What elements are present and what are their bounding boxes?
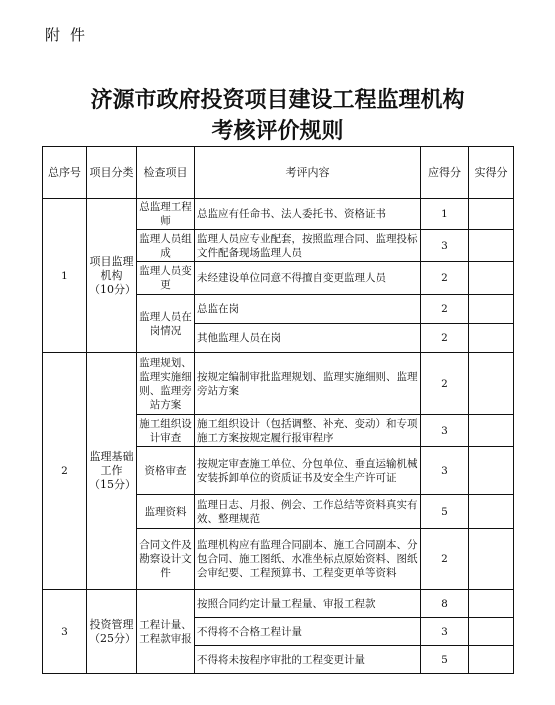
- header-serial: 总序号: [43, 147, 87, 199]
- check-item-cell: 合同文件及勘察设计文件: [137, 529, 195, 590]
- content-cell: 施工组织设计（包括调整、补充、变动）和专项施工方案按规定履行报审程序: [195, 415, 421, 447]
- actual-score-cell: [469, 590, 514, 618]
- actual-score-cell: [469, 353, 514, 415]
- check-item-cell: 监理规划、监理实施细则、监理旁站方案: [137, 353, 195, 415]
- table-header-row: [43, 147, 514, 199]
- content-cell: 监理人员应专业配套，按照监理合同、监理投标文件配备现场监理人员: [195, 230, 421, 262]
- score-cell: 2: [421, 353, 469, 415]
- header-actual-score: 实得分: [469, 147, 514, 199]
- content-cell: 不得将不合格工程计量: [195, 618, 421, 646]
- actual-score-cell: [469, 646, 514, 674]
- score-cell: 3: [421, 230, 469, 262]
- content-cell: 按照合同约定计量工程量、审报工程款: [195, 590, 421, 618]
- attachment-label: 附件: [45, 26, 96, 44]
- content-cell: 总监在岗: [195, 295, 421, 324]
- score-cell: 2: [421, 324, 469, 353]
- serial-cell: 2: [43, 353, 87, 590]
- score-cell: 5: [421, 495, 469, 529]
- category-cell: 监理基础工作（15分）: [87, 353, 137, 590]
- score-cell: 8: [421, 590, 469, 618]
- table-row: [43, 199, 514, 230]
- actual-score-cell: [469, 495, 514, 529]
- category-cell: 项目监理机构（10分）: [87, 199, 137, 353]
- content-cell: 监理机构应有监理合同副本、施工合同副本、分包合同、施工图纸、水准坐标点原始资料、图纸会审纪要、工程预算书、工程变更单等资料: [195, 529, 421, 590]
- header-score: 应得分: [421, 147, 469, 199]
- score-cell: 2: [421, 529, 469, 590]
- actual-score-cell: [469, 199, 514, 230]
- score-cell: 3: [421, 447, 469, 495]
- serial-cell: 1: [43, 199, 87, 353]
- content-cell: 其他监理人员在岗: [195, 324, 421, 353]
- content-cell: 按规定编制审批监理规划、监理实施细则、监理旁站方案: [195, 353, 421, 415]
- score-cell: 2: [421, 262, 469, 295]
- score-cell: 5: [421, 646, 469, 674]
- table-row: [43, 590, 514, 618]
- header-category: 项目分类: [87, 147, 137, 199]
- content-cell: 监理日志、月报、例会、工作总结等资料真实有效、整理规范: [195, 495, 421, 529]
- content-cell: 总监应有任命书、法人委托书、资格证书: [195, 199, 421, 230]
- actual-score-cell: [469, 618, 514, 646]
- check-item-cell: 监理资料: [137, 495, 195, 529]
- check-item-cell: 监理人员变更: [137, 262, 195, 295]
- actual-score-cell: [469, 529, 514, 590]
- check-item-cell: 总监理工程师: [137, 199, 195, 230]
- check-item-cell: 施工组织设计审查: [137, 415, 195, 447]
- check-item-cell: 资格审查: [137, 447, 195, 495]
- content-cell: 未经建设单位同意不得擅自变更监理人员: [195, 262, 421, 295]
- evaluation-table: [42, 146, 514, 674]
- document-subtitle: 考核评价规则: [211, 118, 344, 144]
- score-cell: 1: [421, 199, 469, 230]
- check-item-cell: 监理人员组成: [137, 230, 195, 262]
- check-item-cell: 工程计量、工程款审报: [137, 590, 195, 674]
- check-item-cell: 监理人员在岗情况: [137, 295, 195, 353]
- document-title: 济源市政府投资项目建设工程监理机构: [90, 87, 465, 113]
- content-cell: 不得将未按程序审批的工程变更计量: [195, 646, 421, 674]
- score-cell: 3: [421, 618, 469, 646]
- header-content: 考评内容: [195, 147, 421, 199]
- serial-cell: 3: [43, 590, 87, 674]
- score-cell: 2: [421, 295, 469, 324]
- content-cell: 按规定审查施工单位、分包单位、垂直运输机械安装拆卸单位的资质证书及安全生产许可证: [195, 447, 421, 495]
- actual-score-cell: [469, 295, 514, 324]
- header-check-item: 检查项目: [137, 147, 195, 199]
- actual-score-cell: [469, 324, 514, 353]
- actual-score-cell: [469, 230, 514, 262]
- actual-score-cell: [469, 415, 514, 447]
- category-cell: 投资管理（25分）: [87, 590, 137, 674]
- score-cell: 3: [421, 415, 469, 447]
- table-row: [43, 353, 514, 415]
- actual-score-cell: [469, 447, 514, 495]
- actual-score-cell: [469, 262, 514, 295]
